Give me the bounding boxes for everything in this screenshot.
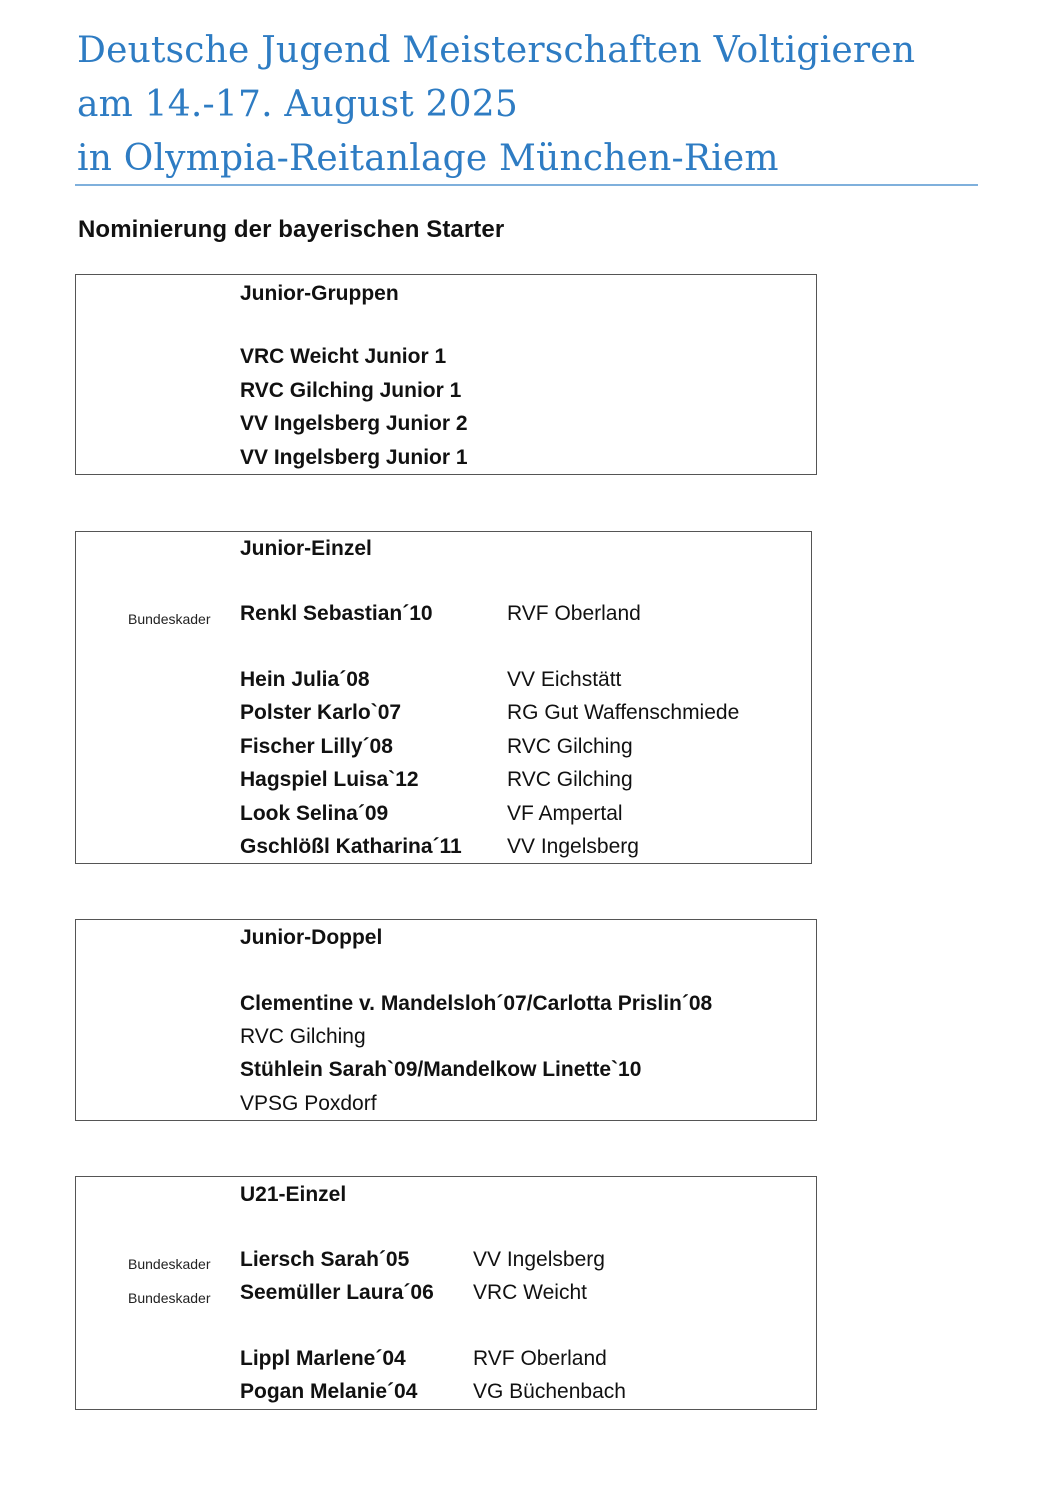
athlete-name: Seemüller Laura´06 — [240, 1281, 434, 1304]
bundeskader-note: Bundeskader — [128, 1290, 211, 1306]
subtitle: Nominierung der bayerischen Starter — [78, 216, 505, 243]
junior-einzel-box — [75, 531, 812, 864]
athlete-name: Look Selina´09 — [240, 802, 389, 825]
athlete-club: VRC Weicht — [473, 1281, 587, 1304]
team-item: RVC Gilching Junior 1 — [240, 379, 462, 402]
athlete-name: Renkl Sebastian´10 — [240, 602, 433, 625]
athlete-club: VV Ingelsberg — [507, 835, 639, 858]
athlete-name: Pogan Melanie´04 — [240, 1380, 418, 1403]
junior-doppel-heading: Junior-Doppel — [240, 926, 383, 949]
athlete-club: VV Ingelsberg — [473, 1248, 605, 1271]
athlete-name: Hagspiel Luisa`12 — [240, 768, 419, 791]
athlete-club: RG Gut Waffenschmiede — [507, 701, 740, 724]
athlete-club: VG Büchenbach — [473, 1380, 626, 1403]
pair-club: VPSG Poxdorf — [240, 1092, 377, 1115]
team-item: VRC Weicht Junior 1 — [240, 345, 447, 368]
athlete-name: Liersch Sarah´05 — [240, 1248, 410, 1271]
athlete-name: Fischer Lilly´08 — [240, 735, 393, 758]
bundeskader-note: Bundeskader — [128, 1256, 211, 1272]
title-line-2: am 14.-17. August 2025 — [77, 84, 518, 125]
junior-doppel-box — [75, 919, 817, 1121]
athlete-name: Gschlößl Katharina´11 — [240, 835, 462, 858]
athlete-club: VF Ampertal — [507, 802, 623, 825]
athlete-name: Hein Julia´08 — [240, 668, 370, 691]
team-item: VV Ingelsberg Junior 2 — [240, 412, 468, 435]
title-divider — [75, 184, 978, 186]
title-line-3: in Olympia-Reitanlage München-Riem — [77, 138, 779, 179]
athlete-name: Lippl Marlene´04 — [240, 1347, 406, 1370]
pair-names: Clementine v. Mandelsloh´07/Carlotta Prislin´08 — [240, 992, 713, 1015]
athlete-club: RVF Oberland — [473, 1347, 607, 1370]
junior-gruppen-box — [75, 274, 817, 475]
junior-einzel-heading: Junior-Einzel — [240, 537, 372, 560]
athlete-club: VV Eichstätt — [507, 668, 622, 691]
document-title — [77, 24, 977, 186]
pair-club: RVC Gilching — [240, 1025, 366, 1048]
bundeskader-note: Bundeskader — [128, 611, 211, 627]
athlete-club: RVF Oberland — [507, 602, 641, 625]
pair-names: Stühlein Sarah`09/Mandelkow Linette`10 — [240, 1058, 642, 1081]
junior-gruppen-heading: Junior-Gruppen — [240, 282, 399, 305]
athlete-name: Polster Karlo`07 — [240, 701, 402, 724]
u21-einzel-heading: U21-Einzel — [240, 1183, 347, 1206]
athlete-club: RVC Gilching — [507, 768, 633, 791]
athlete-club: RVC Gilching — [507, 735, 633, 758]
title-line-1: Deutsche Jugend Meisterschaften Voltigieren — [77, 30, 916, 71]
team-item: VV Ingelsberg Junior 1 — [240, 446, 468, 469]
